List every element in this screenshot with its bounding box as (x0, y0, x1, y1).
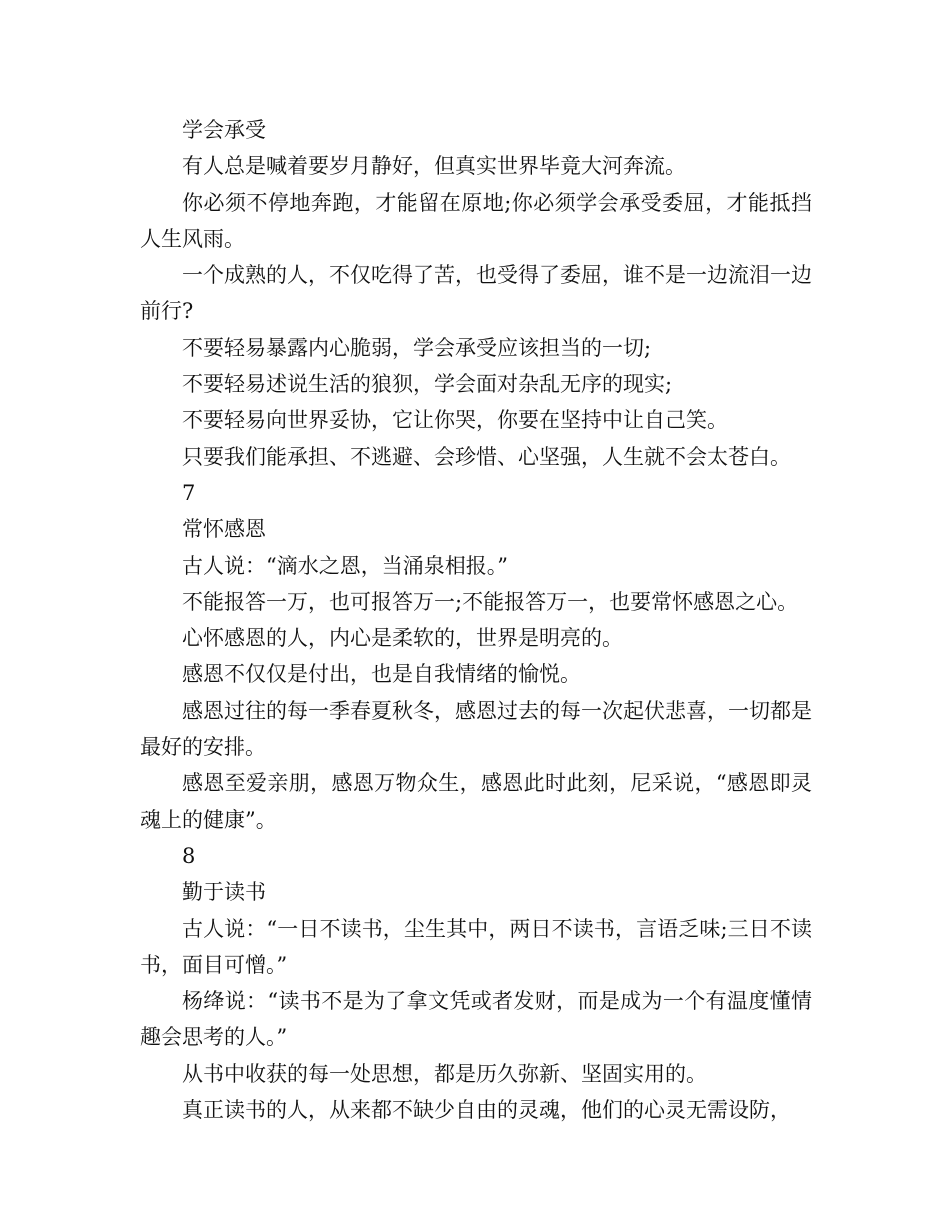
paragraph: 古人说：“滴水之恩，当涌泉相报。” (182, 553, 508, 578)
section-number: 7 (182, 480, 196, 505)
section-title: 勤于读书 (182, 880, 266, 905)
paragraph: 感恩过往的每一季春夏秋冬，感恩过去的每一次起伏悲喜，一切都是最好的安排。 (140, 698, 812, 760)
paragraph: 不要轻易暴露内心脆弱，学会承受应该担当的一切; (182, 335, 652, 360)
paragraph: 从书中收获的每一处思想，都是历久弥新、坚固实用的。 (182, 1061, 707, 1086)
paragraph: 有人总是喊着要岁月静好，但真实世界毕竟大河奔流。 (182, 154, 686, 179)
paragraph: 只要我们能承担、不逃避、会珍惜、心坚强，人生就不会太苍白。 (182, 444, 791, 469)
paragraph: 杨绛说：“读书不是为了拿文凭或者发财，而是成为一个有温度懂情趣会思考的人。” (140, 989, 812, 1050)
paragraph: 不要轻易述说生活的狼狈，学会面对杂乱无序的现实; (182, 372, 673, 397)
paragraph: 一个成熟的人，不仅吃得了苦，也受得了委屈，谁不是一边流泪一边前行? (140, 263, 812, 324)
paragraph: 不要轻易向世界妥协，它让你哭，你要在坚持中让自己笑。 (182, 408, 728, 433)
section-title: 学会承受 (182, 118, 266, 142)
section-title: 常怀感恩 (182, 517, 266, 542)
paragraph: 古人说：“一日不读书，尘生其中，两日不读书，言语乏味;三日不读书，面目可憎。” (140, 916, 812, 977)
paragraph: 感恩至爱亲朋，感恩万物众生，感恩此时此刻，尼采说，“感恩即灵魂上的健康”。 (140, 771, 812, 832)
paragraph: 你必须不停地奔跑，才能留在原地;你必须学会承受委屈，才能抵挡人生风雨。 (140, 190, 812, 251)
document-page (140, 112, 812, 1128)
paragraph: 心怀感恩的人，内心是柔软的，世界是明亮的。 (182, 626, 623, 651)
paragraph: 不能报答一万，也可报答万一;不能报答万一，也要常怀感恩之心。 (182, 589, 799, 614)
section-number: 8 (182, 843, 196, 868)
paragraph: 真正读书的人，从来都不缺少自由的灵魂，他们的心灵无需设防， (182, 1098, 791, 1123)
paragraph: 感恩不仅仅是付出，也是自我情绪的愉悦。 (182, 662, 581, 687)
